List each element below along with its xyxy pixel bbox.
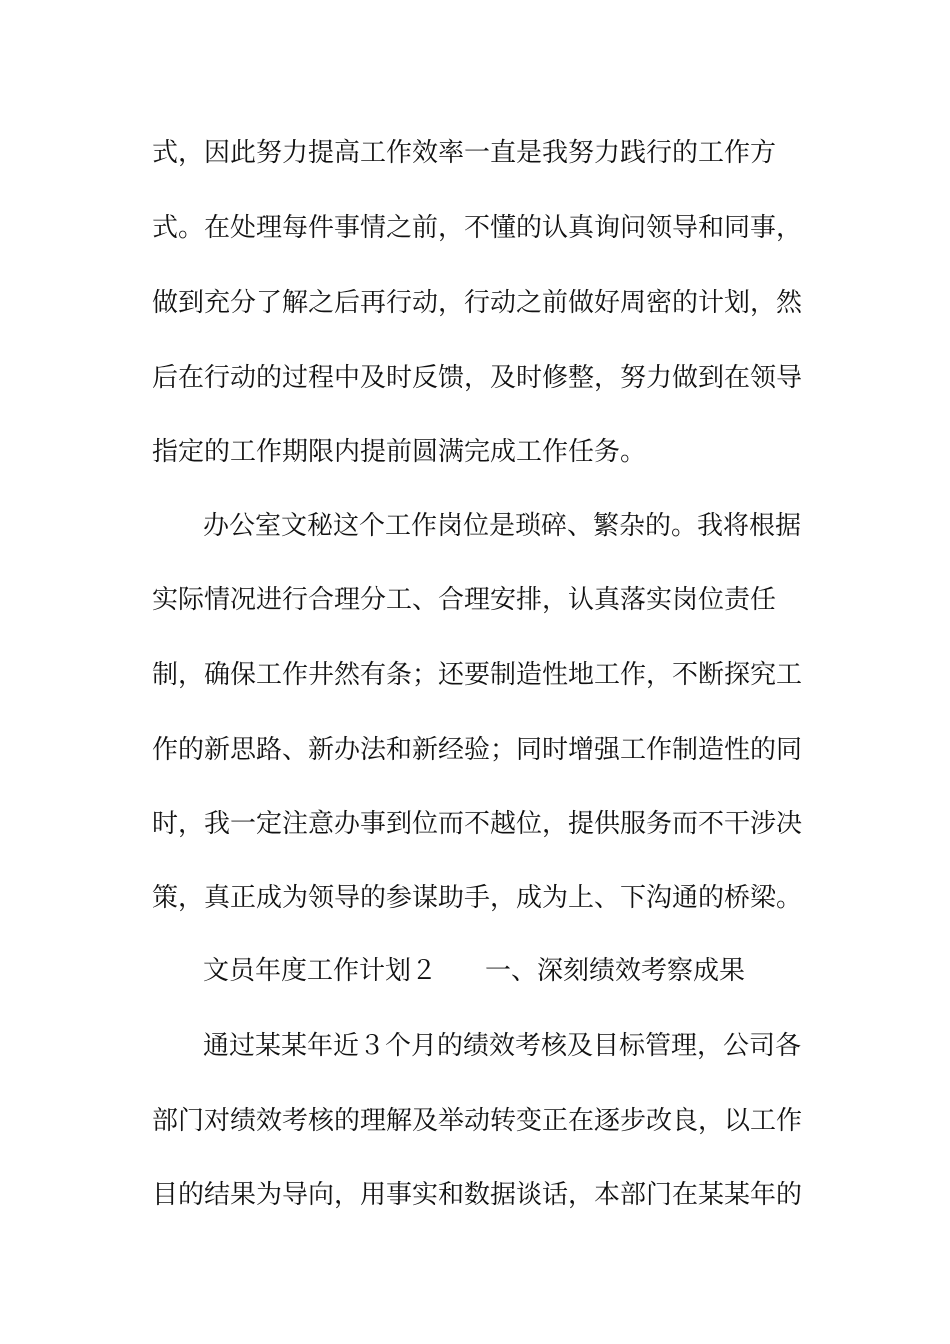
paragraph-line: 指定的工作期限内提前圆满完成工作任务。 — [152, 437, 647, 467]
heading-section: 一、深刻绩效考察成果 — [485, 956, 746, 986]
paragraph-line: 做到充分了解之后再行动，行动之前做好周密的计划，然 — [152, 288, 803, 318]
section-heading — [203, 951, 853, 991]
paragraph-line: 作的新思路、新办法和新经验；同时增强工作制造性的同 — [152, 735, 803, 765]
paragraph-line: 办公室文秘这个工作岗位是琐碎、繁杂的。我将根据 — [203, 511, 802, 541]
paragraph-line: 制，确保工作井然有条；还要制造性地工作，不断探究工 — [152, 660, 803, 690]
paragraph-line: 策，真正成为领导的参谋助手，成为上、下沟通的桥梁。 — [152, 883, 803, 913]
paragraph-line: 实际情况进行合理分工、合理安排，认真落实岗位责任 — [152, 585, 777, 615]
heading-title: 文员年度工作计划２ — [203, 956, 438, 986]
paragraph-line: 目的结果为导向，用事实和数据谈话，本部门在某某年的 — [152, 1180, 803, 1210]
paragraph-line: 时，我一定注意办事到位而不越位，提供服务而不干涉决 — [152, 809, 803, 839]
paragraph-line: 部门对绩效考核的理解及举动转变正在逐步改良，以工作 — [152, 1106, 803, 1136]
paragraph-line: 式。在处理每件事情之前，不懂的认真询问领导和同事， — [152, 213, 803, 243]
paragraph-line: 通过某某年近３个月的绩效考核及目标管理，公司各 — [203, 1031, 802, 1061]
paragraph-line: 式，因此努力提高工作效率一直是我努力践行的工作方 — [152, 138, 777, 168]
paragraph-line: 后在行动的过程中及时反馈，及时修整，努力做到在领导 — [152, 363, 803, 393]
